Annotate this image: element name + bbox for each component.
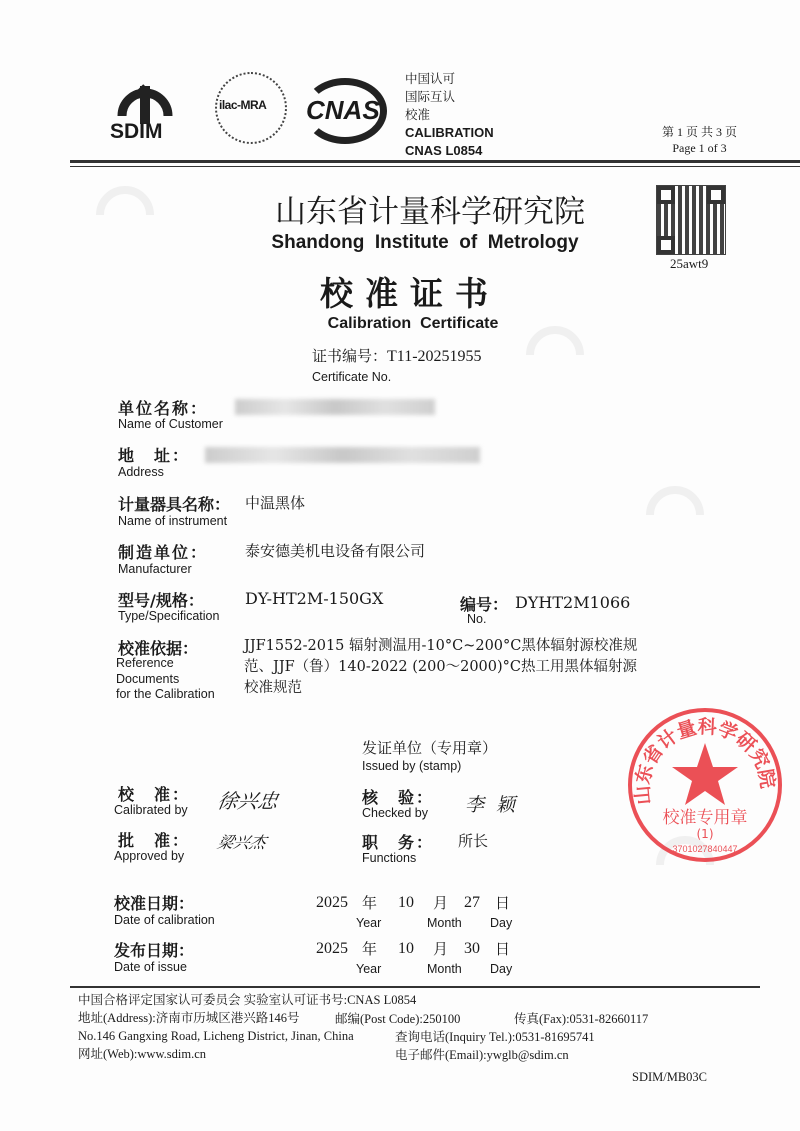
issue-month: 10 xyxy=(398,940,414,957)
reference-label: 校准依据： xyxy=(118,639,199,658)
ref-en-line: Documents xyxy=(116,671,180,686)
stamp-purpose: 校准专用章 xyxy=(662,808,748,828)
calibrated-label-en: Calibrated by xyxy=(114,803,188,817)
checked-label: 核 验： xyxy=(362,788,435,807)
header-rule xyxy=(70,166,800,167)
issue-day: 30 xyxy=(464,940,480,957)
year-en: Year xyxy=(356,962,382,976)
issued-by-label-en: Issued by (stamp) xyxy=(362,759,462,773)
doc-title-en: Calibration Certificate xyxy=(327,315,499,332)
form-code: SDIM/MB03C xyxy=(632,1070,708,1084)
day-cn: 日 xyxy=(495,940,511,958)
star-icon xyxy=(672,743,738,805)
issued-by-label: 发证单位（专用章） xyxy=(362,739,498,757)
type-value: DY-HT2M-150GX xyxy=(245,589,384,608)
cert-no-label-en: Certificate No. xyxy=(312,370,392,384)
official-stamp xyxy=(625,705,785,865)
calibration-day: 27 xyxy=(464,894,480,911)
year-cn: 年 xyxy=(362,894,378,912)
month-cn: 月 xyxy=(433,894,449,912)
accred-line: 国际互认 xyxy=(405,89,456,104)
instrument-label-en: Name of instrument xyxy=(118,514,228,528)
approved-label: 批 准： xyxy=(118,831,191,850)
manufacturer-label: 制造单位： xyxy=(118,543,209,562)
manufacturer-value: 泰安德美机电设备有限公司 xyxy=(245,542,426,560)
qr-code-label: 25awt9 xyxy=(670,256,709,271)
reference-label-en xyxy=(116,656,215,703)
year-en: Year xyxy=(356,916,382,930)
reference-value xyxy=(244,636,637,699)
serial-label-en: No. xyxy=(467,612,487,626)
functions-label: 职 务： xyxy=(362,833,435,852)
accred-line: CALIBRATION xyxy=(405,125,494,140)
footer-address-en: No.146 Gangxing Road, Licheng District, Jinan, China xyxy=(78,1029,354,1043)
functions-label-en: Functions xyxy=(362,851,417,865)
month-en: Month xyxy=(427,916,462,930)
calibrated-label: 校 准： xyxy=(118,785,191,804)
page-cn: 第 1 页 共 3 页 xyxy=(662,125,738,139)
issue-date-label-en: Date of issue xyxy=(114,960,187,974)
month-en: Month xyxy=(427,962,462,976)
month-cn: 月 xyxy=(433,940,449,958)
org-name-cn: 山东省计量科学研究院 xyxy=(275,194,585,230)
footer-postcode: 邮编(Post Code):250100 xyxy=(335,1012,461,1026)
doc-title-cn: 校准证书 xyxy=(320,274,500,313)
footer xyxy=(78,991,416,1063)
cert-no-value: T11-20251955 xyxy=(387,348,482,365)
ilac-mra-logo: ilac-MRA xyxy=(215,72,287,144)
watermark-icon xyxy=(640,470,710,540)
calibration-year: 2025 xyxy=(316,894,348,911)
ref-line: 校准规范 xyxy=(244,680,302,696)
address-label: 地 址： xyxy=(118,446,191,465)
accred-line: CNAS L0854 xyxy=(405,143,483,158)
cnas-logo: CNAS xyxy=(303,78,387,144)
checked-label-en: Checked by xyxy=(362,806,429,820)
calibration-month: 10 xyxy=(398,894,414,911)
footer-rule xyxy=(70,986,760,988)
footer-tel: 查询电话(Inquiry Tel.):0531-81695741 xyxy=(395,1030,595,1044)
day-cn: 日 xyxy=(495,894,511,912)
year-cn: 年 xyxy=(362,940,378,958)
accreditation-block xyxy=(405,70,494,160)
issue-date-label: 发布日期： xyxy=(114,941,195,960)
day-en: Day xyxy=(490,962,513,976)
org-name-en: Shandong Institute of Metrology xyxy=(271,232,579,253)
stamp-code: 3701027840447 xyxy=(672,844,738,854)
footer-address-cn: 地址(Address):济南市历城区港兴路146号 xyxy=(78,1011,300,1025)
ref-en-line: for the Calibration xyxy=(116,687,215,701)
customer-label: 单位名称： xyxy=(118,399,209,418)
instrument-value: 中温黑体 xyxy=(245,494,306,512)
header-rule xyxy=(70,160,800,163)
manufacturer-label-en: Manufacturer xyxy=(118,562,192,576)
type-label-en: Type/Specification xyxy=(118,609,220,623)
ref-line: JJF1552-2015 辐射测温用-10°C~200°C黑体辐射源校准规 xyxy=(244,638,638,654)
serial-value: DYHT2M1066 xyxy=(515,593,631,612)
address-label-en: Address xyxy=(118,465,164,479)
calibration-date-label: 校准日期： xyxy=(114,894,195,913)
stamp-index: (1) xyxy=(696,827,714,841)
issue-year: 2025 xyxy=(316,940,348,957)
approved-label-en: Approved by xyxy=(114,849,185,863)
address-value-redacted xyxy=(205,447,480,463)
cert-no-label: 证书编号： xyxy=(312,347,388,365)
approver-signature: 梁兴杰 xyxy=(215,833,269,852)
accred-line: 校准 xyxy=(405,107,431,122)
page-en: Page 1 of 3 xyxy=(672,141,727,155)
footer-fax: 传真(Fax):0531-82660117 xyxy=(514,1012,649,1026)
type-label: 型号/规格： xyxy=(118,591,204,610)
customer-value-redacted xyxy=(235,399,435,415)
serial-label: 编号： xyxy=(460,595,509,614)
calibration-date-label-en: Date of calibration xyxy=(114,913,215,927)
customer-label-en: Name of Customer xyxy=(118,417,223,431)
ref-en-line: Reference xyxy=(116,656,174,670)
ref-line: 范、JJF（鲁）140-2022 (200～2000)°C热工用黑体辐射源 xyxy=(244,659,638,675)
footer-web[interactable]: 网址(Web):www.sdim.cn xyxy=(78,1047,207,1061)
certificate-number xyxy=(312,345,482,366)
calibrator-signature: 徐兴忠 xyxy=(215,789,280,813)
stamp-org: 山东省计量科学研究院 xyxy=(631,715,779,806)
accred-line: 中国认可 xyxy=(405,71,456,86)
day-en: Day xyxy=(490,916,513,930)
instrument-label: 计量器具名称： xyxy=(118,495,231,514)
footer-email[interactable]: 电子邮件(Email):ywglb@sdim.cn xyxy=(395,1048,569,1062)
footer-accreditation: 中国合格评定国家认可委员会 实验室认可证书号:CNAS L0854 xyxy=(78,993,417,1007)
functions-value: 所长 xyxy=(458,832,489,850)
checker-signature: 李颖 xyxy=(465,794,528,816)
sdim-logo: SDIM xyxy=(110,76,180,146)
page-indicator xyxy=(662,124,737,156)
